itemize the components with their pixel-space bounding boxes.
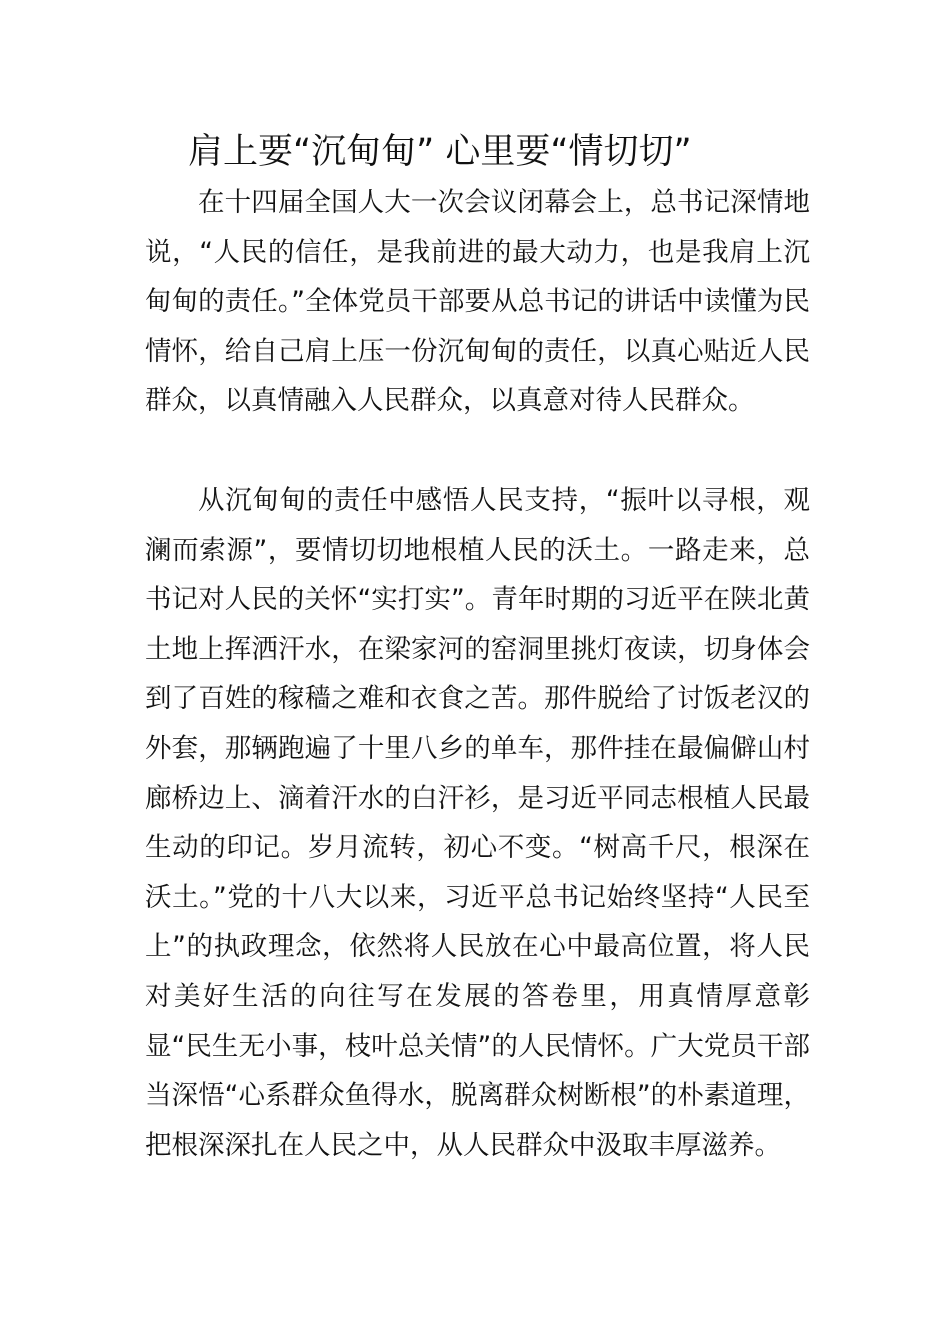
paragraph-2: 从沉甸甸的责任中感悟人民支持，“振叶以寻根，观澜而索源”，要情切切地根植人民的沃土。一路走来，总书记对人民的关怀“实打实”。青年时期的习近平在陕北黄土地上挥洒汗水，在梁家河的窑洞里挑灯夜读，切身体会到了百姓的稼穑之难和衣食之苦。那件脱给了讨饭老汉的外套，那辆跑遍了十里八乡的单车，那件挂在最偏僻山村廊桥边上、滴着汗水的白汗衫，是习近平同志根植人民最生动的印记。岁月流转，初心不变。“树高千尺，根深在沃土。”党的十八大以来，习近平总书记始终坚持“人民至上”的执政理念，依然将人民放在心中最高位置，将人民对美好生活的向往写在发展的答卷里，用真情厚意彰显“民生无小事，枝叶总关情”的人民情怀。广大党员干部当深悟“心系群众鱼得水，脱离群众树断根”的朴素道理，把根深深扎在人民之中，从人民群众中汲取丰厚滋养。 <box>145 485 810 1161</box>
paragraph-1: 在十四届全国人大一次会议闭幕会上，总书记深情地说，“人民的信任，是我前进的最大动力，也是我肩上沉甸甸的责任。”全体党员干部要从总书记的讲话中读懂为民情怀，给自己肩上压一份沉甸甸的责任，以真心贴近人民群众，以真情融入人民群众，以真意对待人民群众。 <box>145 187 810 417</box>
document-title: 肩上要“沉甸甸” 心里要“情切切” <box>188 132 692 172</box>
